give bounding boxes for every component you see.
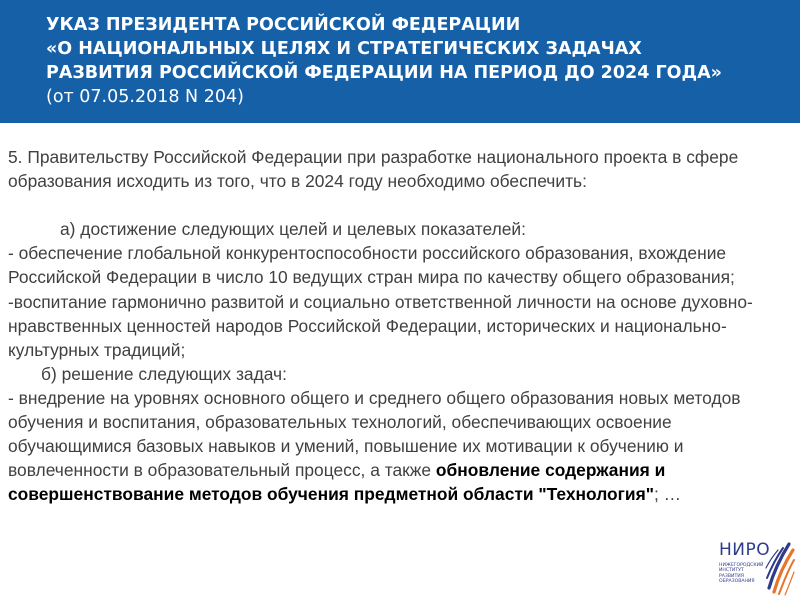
task-bullet-1-ending: ; … <box>654 484 682 505</box>
logo-sub-line-3: РАЗВИТИЯ <box>719 573 744 579</box>
title-line-2: «О НАЦИОНАЛЬНЫХ ЦЕЛЯХ И СТРАТЕГИЧЕСКИХ ЗАДАЧАХ <box>46 39 642 59</box>
logo-wordmark: НИРО <box>719 540 771 560</box>
niro-logo <box>716 538 796 596</box>
task-bullet-1 <box>8 386 792 506</box>
goal-bullet-1: - обеспечение глобальной конкурентоспособности российского образования, вхождение Российской Федерации в число 10 ведущих стран мира по качеству общего образования; <box>8 243 735 288</box>
header-banner <box>0 0 800 123</box>
title-line-1: УКАЗ ПРЕЗИДЕНТА РОССИЙСКОЙ ФЕДЕРАЦИИ <box>46 15 521 35</box>
document-body <box>8 145 792 506</box>
task-bullet-1-text: - внедрение на уровнях основного общего и среднего общего образования новых методов обучения и воспитания, образовательных технологий, обеспечивающих освоение обучающимися базовых навыков и умений, повышение их мотивации к обучению и вовлеченности в образовательный процесс, а также <box>8 387 741 481</box>
task-bullet-1-highlight: обновление содержания и совершенствование методов обучения предметной области "Технология" <box>8 460 666 505</box>
paragraph-gap <box>8 193 792 217</box>
logo-sub-line-2: ИНСТИТУТ <box>719 568 744 574</box>
header-title <box>46 13 722 109</box>
logo-subtitle <box>719 563 763 584</box>
intro-paragraph: 5. Правительству Российской Федерации при разработке национального проекта в сфере образования исходить из того, что в 2024 году необходимо обеспечить: <box>8 147 739 192</box>
logo-swirl-icon <box>765 538 795 596</box>
logo-sub-line-1: НИЖЕГОРОДСКИЙ <box>719 563 764 568</box>
logo-sub-line-4: ОБРАЗОВАНИЯ <box>719 578 755 584</box>
decree-date: (от 07.05.2018 N 204) <box>46 87 244 107</box>
item-a-heading: а) достижение следующих целей и целевых показателей: <box>60 219 526 240</box>
title-line-3: РАЗВИТИЯ РОССИЙСКОЙ ФЕДЕРАЦИИ НА ПЕРИОД ДО 2024 ГОДА» <box>46 63 722 83</box>
item-b-heading: б) решение следующих задач: <box>41 363 287 384</box>
goal-bullet-2: -воспитание гармонично развитой и социально ответственной личности на основе духовно-нравственных ценностей народов Российской Федерации, исторических и национально-культурных традиций; <box>8 291 753 360</box>
